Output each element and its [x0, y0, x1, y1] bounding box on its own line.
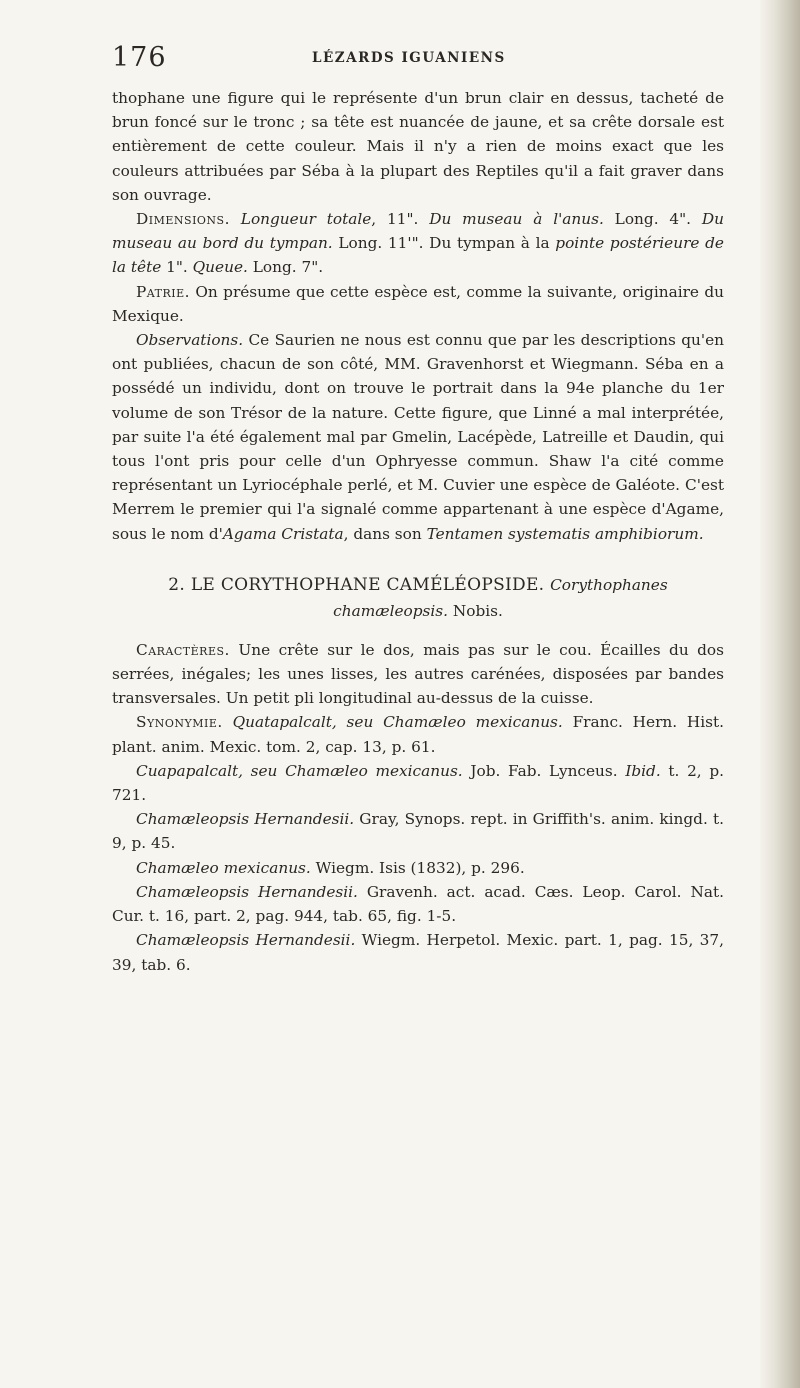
heading-number: 2. [168, 574, 186, 595]
heading-author: Nobis. [447, 601, 503, 620]
synonym-ref: Franc. Hern. Hist. plant. anim. Mexic. tom. 2, cap. 13, p. 61. [112, 713, 724, 756]
label-synonymie: Synonymie. [136, 713, 223, 732]
page-body [112, 86, 724, 977]
label-dimensions: Dimensions. [136, 210, 230, 229]
synonymy-entry [112, 759, 724, 807]
synonym-name: Chamæleopsis Hernandesii. [136, 810, 355, 829]
label-patrie: Patrie. [136, 282, 190, 301]
label-caracteres: Caractères. [136, 640, 230, 659]
dim-value: 1". [161, 258, 193, 277]
patrie-text: On présume que cette espèce est, comme la suivante, originaire du Mexique. [112, 282, 724, 325]
synonymy-entry [112, 928, 724, 976]
paragraph-caracteres [112, 638, 724, 711]
heading-latin: chamæleopsis. [333, 601, 448, 620]
paragraph-intro: thophane une figure qui le représente d'un brun clair en dessus, tacheté de brun foncé sur le tronc ; sa tête est nuancée de jaune, et sa crête dorsale est entièrement de cette couleur. Mais il n'y a rien de moins exact que les couleurs attribuées par Séba à la plupart des Reptiles qu'il a fait graver dans son ouvrage. [112, 89, 724, 204]
dim-value: , 11". [371, 210, 430, 229]
synonym-name: Quatapalcalt, seu Chamæleo mexicanus. [232, 713, 563, 732]
label-observations: Observations. [136, 331, 244, 350]
obs-text: Ce Saurien ne nous est connu que par les descriptions qu'en ont publiées, chacun de son côté, MM. Gravenhorst et Wiegmann. Séba en a possédé un individu, dont on trouve le portrait dans la 94e planche du 1er volume de son Trésor de la nature. Cette figure, que Linné a mal interprétée, par suite l'a été également mal par Gmelin, Lacépède, Latreille et Daudin, qui tous l'ont pris pour celle d'un Ophryesse commun. Shaw l'a cité comme représentant un Lyriocéphale perlé, et M. Cuvier une espèce de Galéote. C'est Merrem le premier qui l'a signalé comme appartenant à une espèce d'Agame, sous le nom d' [112, 331, 724, 543]
obs-italic: Agama Cristata [222, 524, 344, 543]
synonymy-entry [112, 710, 724, 758]
dim-text: Queue. [192, 258, 248, 277]
synonymy-entry [112, 807, 724, 855]
synonym-name: Chamæleo mexicanus. [136, 858, 311, 877]
section-heading [112, 572, 724, 624]
dim-value: Long. 11'". Du tympan à la [332, 234, 556, 253]
dim-value: Long. 7". [247, 258, 324, 277]
paragraph-dimensions [112, 207, 724, 280]
synonym-ref: Wiegm. Isis (1832), p. 296. [310, 858, 525, 877]
synonymy-entry [112, 880, 724, 928]
paragraph-observations [112, 328, 724, 546]
obs-text: , dans son [343, 524, 427, 543]
paragraph-patrie [112, 280, 724, 328]
synonym-name: Chamæleopsis Hernandesii. [136, 931, 356, 950]
heading-latin: Corythophanes [550, 575, 668, 594]
dim-value: Long. 4". [603, 210, 702, 229]
running-head: LÉZARDS IGUANIENS [312, 50, 506, 66]
obs-italic: Tentamen systematis amphibiorum. [426, 524, 704, 543]
synonym-ref: Gray, Synops. rept. in Griffith's. anim. kingd. t. 9, p. 45. [112, 810, 724, 853]
dim-text: Longueur totale [240, 210, 372, 229]
page-number: 176 [112, 42, 167, 73]
dim-text: Du museau au bord du tympan. [112, 210, 724, 253]
heading-title: LE CORYTHOPHANE CAMÉLÉOPSIDE. [185, 574, 551, 595]
dim-text: pointe postérieure de la tête [112, 234, 724, 277]
synonym-name: Cuapapalcalt, seu Chamæleo mexicanus. [136, 761, 463, 780]
dim-text: Du museau à l'anus. [429, 210, 604, 229]
caracteres-text: Une crête sur le dos, mais pas sur le cou. Écailles du dos serrées, inégales; les unes lisses, les autres carénées, disposées par bandes transversales. Un petit pli longitudinal au-dessus de la cuisse. [112, 640, 724, 708]
synonym-ref: Job. Fab. Lynceus. [462, 761, 626, 780]
synonym-ref: Wiegm. Herpetol. Mexic. part. 1, pag. 15, 37, 39, tab. 6. [112, 931, 724, 974]
synonym-ibid: Ibid. [625, 761, 661, 780]
synonym-ref: t. 2, p. 721. [112, 761, 724, 805]
adjacent-page-edge [760, 0, 800, 1388]
synonym-ref: Gravenh. act. acad. Cæs. Leop. Carol. Nat. Cur. t. 16, part. 2, pag. 944, tab. 65, fig. 1-5. [112, 882, 724, 926]
synonym-name: Chamæleopsis Hernandesii. [136, 882, 358, 901]
page-header [112, 40, 712, 80]
synonymy-entry [112, 856, 724, 880]
